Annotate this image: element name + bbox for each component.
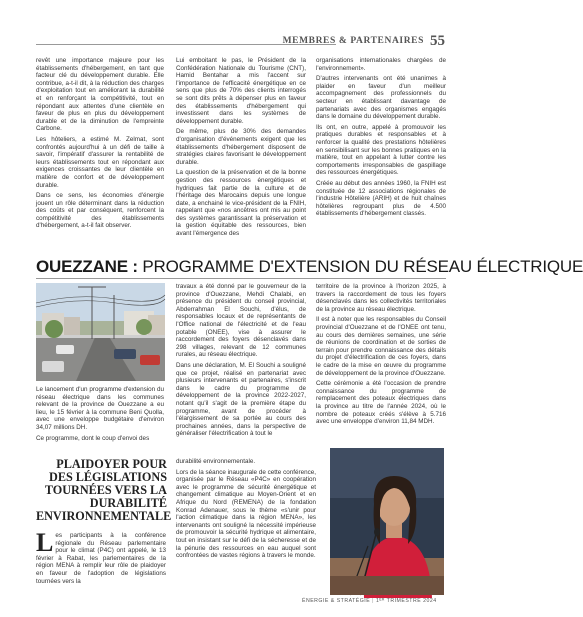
paragraph: Cette cérémonie a été l'occasion de prendre connaissance du programme de remplacement des poteaux électriques dans la province au titre de l'année 2024, où le nombre de poteaux créés s'élève à 5.716 avec une enveloppe d'environ 11,84 MDH.	[316, 380, 446, 426]
page-footer	[302, 598, 437, 604]
paragraph: Créée au début des années 1960, la FNIH est constituée de 12 associations régionales de l'industrie Hôtelière (ARIH) et de huit chaînes hôtelières regroupant plus de 4.500 établissements d'hébergement classés.	[316, 179, 446, 218]
paragraph: Ils ont, en outre, appelé à promouvoir les pratiques durables et responsables et à renforcer la qualité des prestations hôtelières en sensibilisant sur les bonnes pratiques en la matière, tout en appelant à lutter contre les comportements irresponsables de gaspillage des ressources énergétiques.	[316, 123, 446, 177]
speaker-photo	[330, 448, 444, 595]
plaidoyer-column-2	[176, 458, 316, 563]
footer-separator: |	[372, 598, 375, 604]
paragraph: es participants à la conférence régionale du Réseau parlementaire pour le climat (P4C) ont appelé, le 13 février à Rabat, les parlementaires de la région MENA à remplir leur rôle de plaidoyer en faveur de l'adoption de législations tournées vers la	[36, 532, 166, 585]
paragraph: Le lancement d'un programme d'extension du réseau électrique dans les communes relevant de la province de Ouezzane a eu lieu, le 15 février à la commune Beni Quolla, avec une enveloppe budgétaire d'environ 34,07 millions DH.	[36, 386, 164, 431]
plaidoyer-headline: PLAIDOYER POUR DES LÉGISLATIONS TOURNÉES VERS LA DURABILITÉ ENVIRONNEMENTALE	[36, 457, 172, 523]
paragraph: D'autres intervenants ont été unanimes à plaider en faveur d'un meilleur accompagnement des professionnels du secteur en établissant davantage de partenariats avec des organismes engagés dans le domaine du développement durable.	[316, 75, 446, 121]
ouezzane-column-2	[176, 283, 306, 441]
paragraph: Lors de la séance inaugurale de cette conférence, organisée par le Réseau «P4C» en coopération avec le programme de sécurité énergétique et changement climatique au Moyen-Orient et en Afrique du Nord (REMENA) de la fondation Konrad Adenauer, sous le thème «s'unir pour l'action climatique dans la région MENA», les intervenants ont souligné la nécessité impérieuse de promouvoir la sécurité hydrique et alimentaire, tout en insistant sur le défi de la sécheresse et de la pénurie des ressources en eau auquel sont confrontées de vastes régions à travers le monde.	[176, 468, 316, 560]
paragraph: Ce programme, dont le coup d'envoi des	[36, 434, 150, 442]
paragraph: Il est à noter que les responsables du Conseil provincial d'Ouezzane et de l'ONEE ont tenu, au cours des dernières semaines, une série de réunions de coordination et de sorties de terrain pour prendre connaissance des détails du projet d'électrification de ces foyers, dans le cadre de la mise en œuvre du programme de développement de la province d'Ouezzane.	[316, 316, 446, 377]
headline-rule	[36, 278, 446, 279]
paragraph: revêt une importance majeure pour les établissements d'hébergement, en tant que facteur clé du développement durable. Elle contribue, a-t-il dit, à la réduction des charges d'exploitation tout en améliorant la durabilité et en renforçant la compétitivité, tout en répondant aux attentes d'une clientèle en faveur de plus en plus du développement durable et de la diminution de l'empreinte Carbone.	[36, 57, 164, 133]
drop-cap: L	[36, 528, 54, 557]
headline-bold: OUEZZANE :	[36, 257, 138, 276]
top-column-3	[316, 57, 446, 221]
plaidoyer-column-1	[36, 528, 166, 585]
paragraph: Lui emboitant le pas, le Président de la Confédération Nationale du Tourisme (CNT), Hamid Bentahar a mis l'accent sur l'importance de l'efficacité énergétique en ce sens que plus de 70% des clients interrogés se sont dits prêts à dépenser plus en faveur des établissements d'hébergement qui investissent dans les systèmes de développement durable.	[176, 57, 306, 125]
headline-rest: PROGRAMME D'EXTENSION DU RÉSEAU ÉLECTRIQUE	[142, 257, 583, 276]
paragraph: La question de la préservation et de la bonne gestion des ressources énergétiques et hydriques fait partie de la culture et de l'héritage des Marocains depuis une longue date, a enchainé le vice-président de la FNIH, rappelant que «nos ancêtres ont mis au point des systèmes garantissant la préservation et la gestion équitable des ressources, bien avant l'émergence des	[176, 169, 306, 238]
top-column-2	[176, 57, 306, 241]
ouezzane-column-3	[316, 283, 446, 429]
paragraph: travaux a été donné par le gouverneur de la province d'Ouezzane, Mehdi Chalabi, en présence du président du conseil provincial, Abderrahman El Souchi, d'élus, de responsables locaux et de représentants de l'Office national de l'électricité et de l'eau potable (ONEE), vise à assurer le raccordement des foyers désenclavés dans 298 villages, relevant de 12 communes rurales, au réseau électrique.	[176, 283, 306, 359]
paragraph: Les hôteliers, a estimé M. Zelmat, sont confrontés aujourd'hui à un défi de taille à savoir, l'impératif d'assurer la rentabilité de leurs établissements tout en répondant aux exigences croissantes de leur clientèle en matière de confort et de développement durable.	[36, 135, 164, 189]
paragraph: Dans ce sens, les économies d'énergie jouent un rôle déterminant dans la réduction des coûts et par conséquent, renforcent la compétitivité des établissements d'hébergement, a-t-il fait observer.	[36, 192, 164, 230]
paragraph: De même, plus de 30% des demandes d'organisation d'événements exigent que les établissements d'hébergement disposent de stratégies claires favorisant le développement durable.	[176, 128, 306, 166]
paragraph: territoire de la province à l'horizon 2025, à travers la raccordement de tous les foyers désenclavés dans les collectivités territoriales de la province au réseau électrique.	[316, 283, 446, 313]
section-title: MEMBRES & PARTENAIRES	[282, 36, 424, 46]
street-photo	[36, 283, 165, 381]
paragraph: organisations internationales chargées de l'environnement».	[316, 57, 446, 72]
article-headline	[36, 257, 583, 277]
paragraph: Dans une déclaration, M. El Souchi a souligné que ce projet, réalisé en partenariat avec plusieurs intervenants et partenaires, s'inscrit dans le cadre du programme de développement de la province 2022-2027, notant qu'il s'agit de la première étape du programme, avant de procéder à l'élargissement de sa portée au cours des prochaines années, dans la perspective de généraliser l'électrification à tout le	[176, 361, 306, 438]
issue-date: 1ᴱᴿ TRIMESTRE 2024	[375, 598, 437, 604]
magazine-name: ÉNERGIE & STRATÉGIE	[302, 598, 371, 604]
ouezzane-column-1	[36, 386, 164, 445]
paragraph: durabilité environnementale.	[176, 458, 256, 465]
top-column-1	[36, 57, 164, 233]
page-number: 55	[430, 33, 445, 49]
